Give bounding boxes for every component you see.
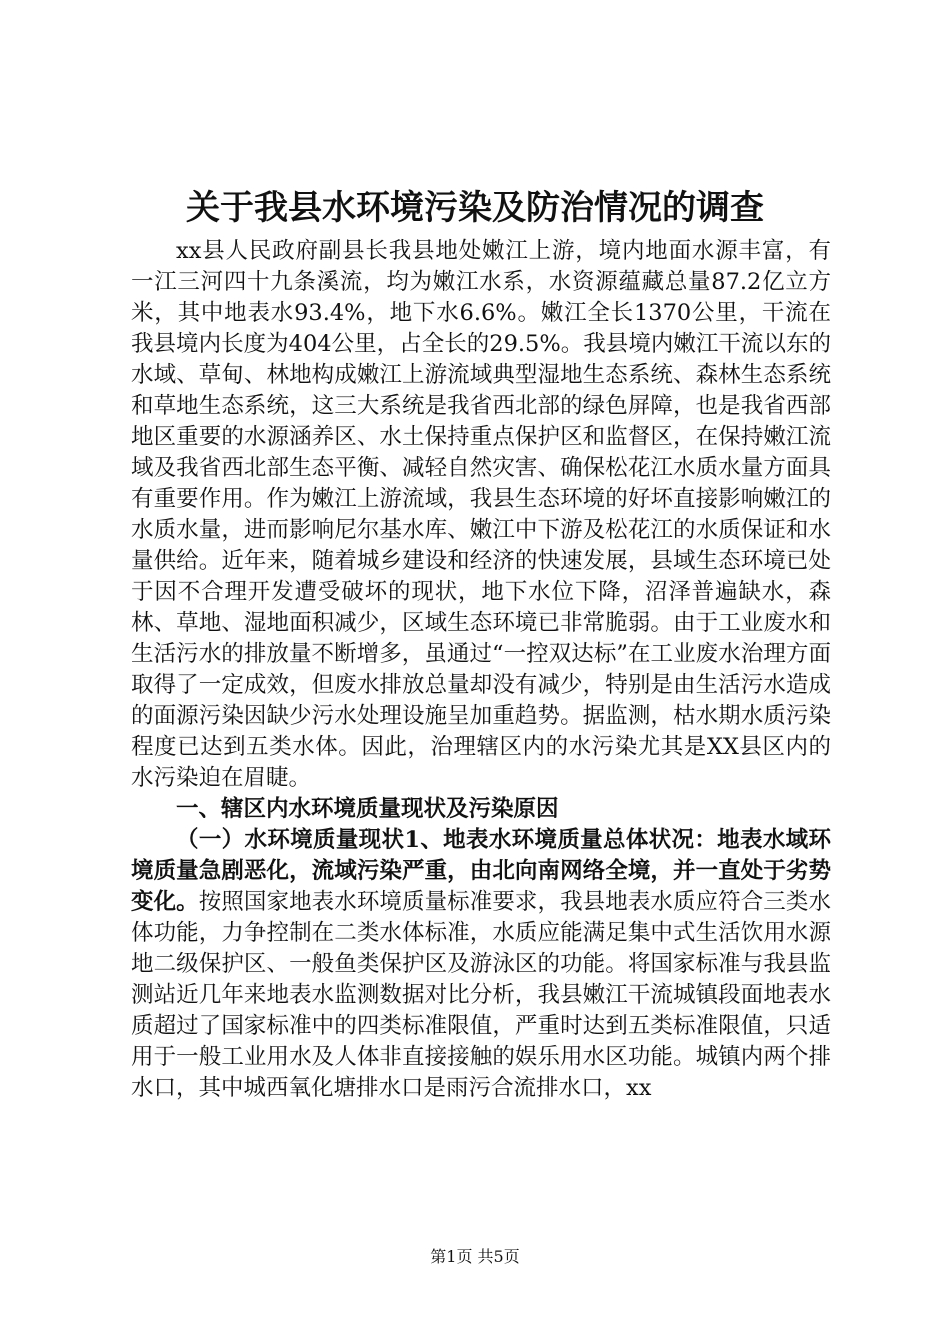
section-heading: 一、辖区内水环境质量现状及污染原因 <box>176 796 559 822</box>
section-body-text: 按照国家地表水环境质量标准要求，我县地表水质应符合三类水体功能，力争控制在二类水体标准，水质应能满足集中式生活饮用水源地二级保护区、一般鱼类保护区及游泳区的功能。将国家标准与我县监测站近几年来地表水监测数据对比分析，我县嫩江干流城镇段面地表水质超过了国家标准中的四类标准限值，严重时达到五类标准限值，只适用于一般工业用水及人体非直接接触的娱乐用水区功能。城镇内两个排水口，其中城西氧化塘排水口是雨污合流排水口，xx <box>131 889 831 1101</box>
section-paragraph <box>131 825 831 1104</box>
document-title: 关于我县水环境污染及防治情况的调查 <box>186 188 764 228</box>
intro-paragraph: xx县人民政府副县长我县地处嫩江上游，境内地面水源丰富，有一江三河四十九条溪流，均为嫩江水系，水资源蕴藏总量87.2亿立方米，其中地表水93.4%，地下水6.6%。嫩江全长1370公里，干流在我县境内长度为404公里，占全长的29.5%。我县境内嫩江干流以东的水域、草甸、林地构成嫩江上游流域典型湿地生态系统、森林生态系统和草地生态系统，这三大系统是我省西北部的绿色屏障，也是我省西部地区重要的水源涵养区、水土保持重点保护区和监督区，在保持嫩江流域及我省西北部生态平衡、减轻自然灾害、确保松花江水质水量方面具有重要作用。作为嫩江上游流域，我县生态环境的好坏直接影响嫩江的水质水量，进而影响尼尔基水库、嫩江中下游及松花江的水质保证和水量供给。近年来，随着城乡建设和经济的快速发展，县域生态环境已处于因不合理开发遭受破坏的现状，地下水位下降，沼泽普遍缺水，森林、草地、湿地面积减少，区域生态环境已非常脆弱。由于工业废水和生活污水的排放量不断增多，虽通过“一控双达标”在工业废水治理方面取得了一定成效，但废水排放总量却没有减少，特别是由生活污水造成的面源污染因缺少污水处理设施呈加重趋势。据监测，枯水期水质污染程度已达到五类水体。因此，治理辖区内的水污染尤其是XX县区内的水污染迫在眉睫。 <box>131 238 831 791</box>
document-body <box>131 236 831 1104</box>
section-bold-lead: （一）水环境质量现状1、地表水环境质量总体状况：地表水域环境质量急剧恶化，流域污染严重，由北向南网络全境，并一直处于劣势变化。 <box>131 827 831 915</box>
page-footer: 第1页 共5页 <box>430 1247 520 1266</box>
